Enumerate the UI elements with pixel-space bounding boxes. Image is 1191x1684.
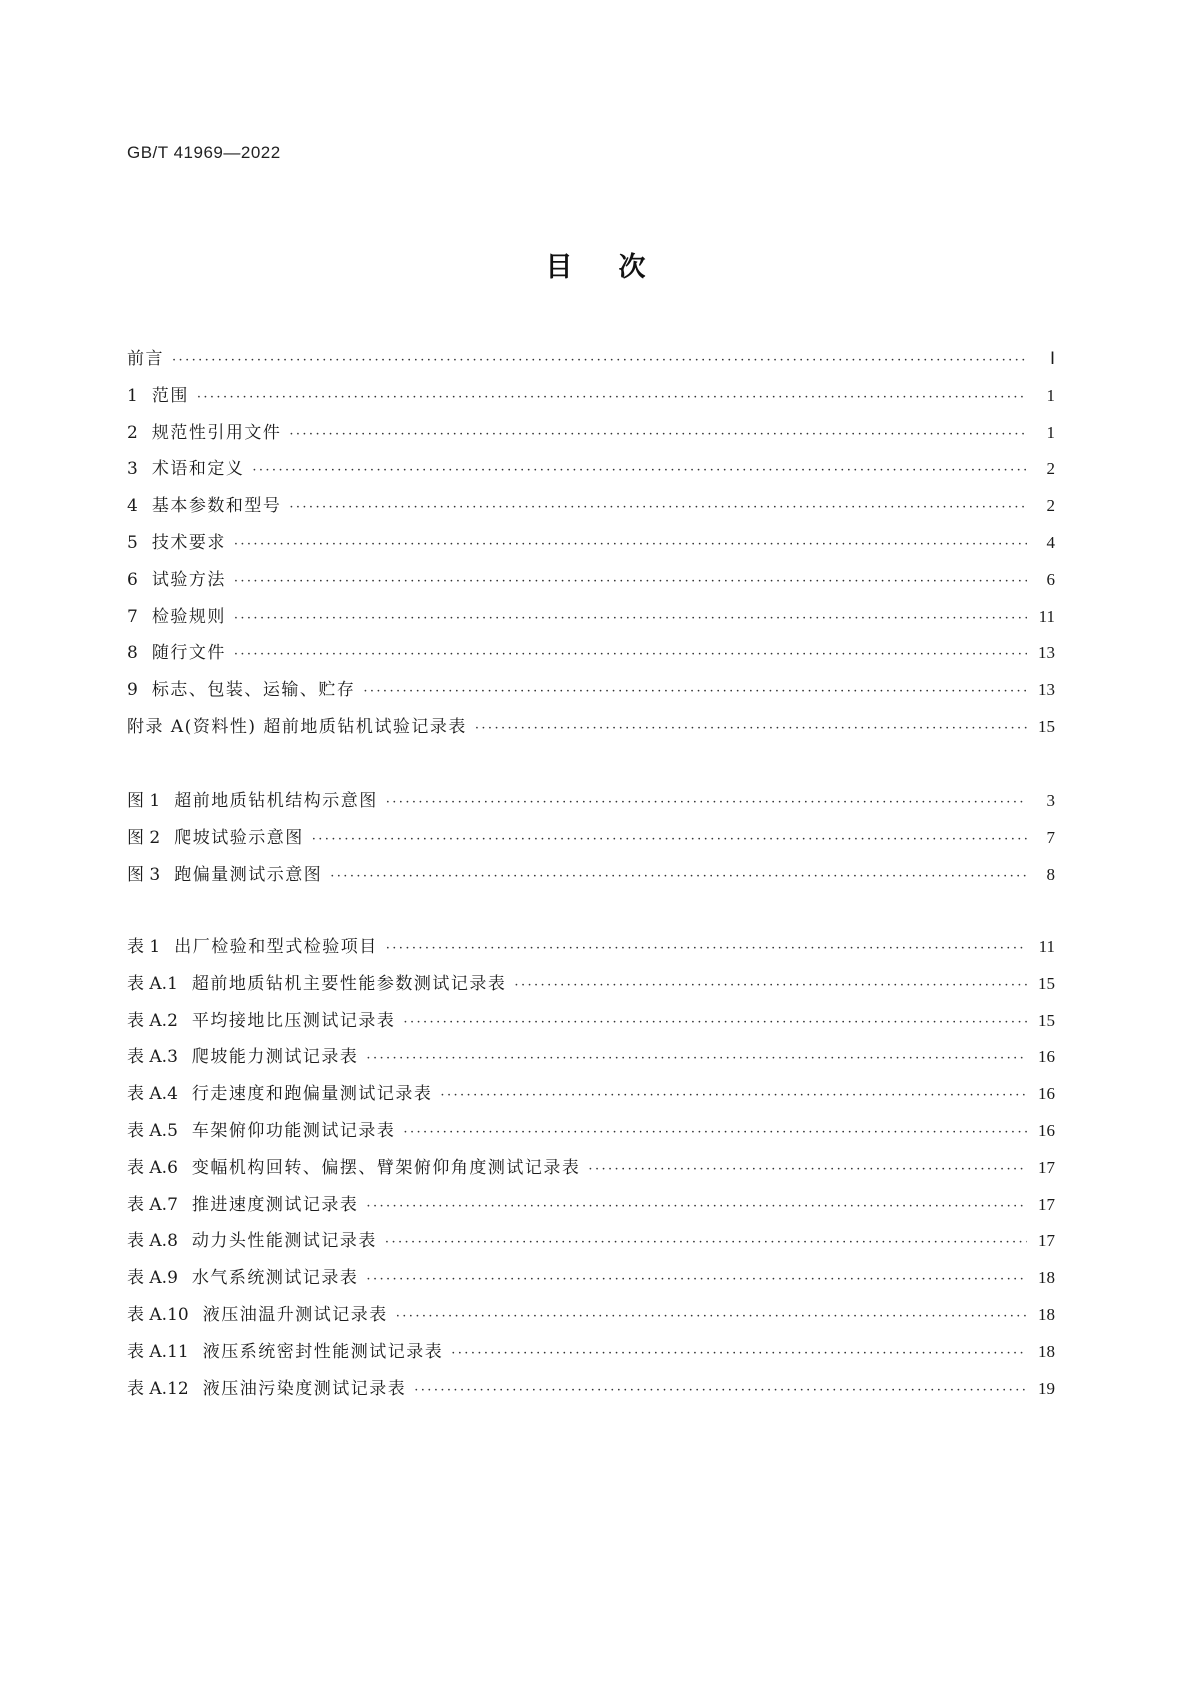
toc-entry-label: 出厂检验和型式检验项目 (174, 937, 378, 957)
toc-entry-page: 11 (1038, 937, 1055, 956)
toc-entry-page: Ⅰ (1049, 349, 1055, 368)
toc-entry-title (127, 635, 226, 672)
toc-leader-dots (403, 1005, 1027, 1042)
toc-entry-number: 表 A.6 (127, 1157, 178, 1178)
toc-entry-label: 液压系统密封性能测试记录表 (202, 1341, 444, 1362)
toc-entry-number: 8 (127, 643, 138, 664)
document-code: GB/T 41969—2022 (127, 143, 281, 162)
toc-entry-number: 7 (127, 606, 138, 627)
toc-leader-dots (451, 1336, 1027, 1373)
toc-leader-dots (234, 637, 1027, 674)
toc-entry-label: 液压油污染度测试记录表 (202, 1378, 407, 1399)
toc-leader-dots (172, 343, 1027, 380)
toc-entry[interactable] (127, 857, 1055, 894)
toc-entry-number: 表 A.1 (127, 973, 178, 994)
toc-entry-number: 1 (127, 385, 138, 406)
toc-entry[interactable] (127, 783, 1055, 820)
toc-entry-label: 标志、包装、运输、贮存 (151, 680, 356, 701)
toc-entry-title (127, 1371, 406, 1408)
toc-entry-title (127, 341, 164, 378)
page-title: 目次 (545, 252, 692, 283)
toc-entry[interactable] (127, 1223, 1055, 1260)
toc-entry-title (127, 857, 322, 894)
toc-leader-dots (289, 490, 1027, 527)
toc-entry-number: 表 A.3 (127, 1047, 178, 1068)
toc-entry-title (127, 966, 506, 1003)
toc-entry[interactable] (127, 562, 1055, 599)
toc-entry-page: 13 (1038, 643, 1055, 663)
toc-entry-page: 6 (1046, 569, 1055, 589)
toc-entry-number: 表 A.8 (127, 1231, 178, 1252)
toc-leader-dots (366, 1262, 1027, 1299)
toc-entry-number: 4 (127, 496, 138, 517)
toc-entry-page: 16 (1038, 1084, 1055, 1104)
toc-entry[interactable] (127, 451, 1055, 488)
toc-leader-dots (385, 1225, 1027, 1262)
toc-entry-page: 18 (1038, 1304, 1055, 1324)
toc-entry-page: 13 (1038, 680, 1055, 700)
toc-entry-page: 11 (1038, 606, 1055, 626)
toc-entry-number: 3 (127, 459, 138, 480)
toc-entry-title (127, 378, 189, 415)
toc-entry-label: 术语和定义 (151, 459, 245, 480)
toc-entry[interactable] (127, 1039, 1055, 1076)
toc-entry-page: 8 (1046, 864, 1055, 884)
toc-entry-number: 2 (127, 422, 138, 443)
toc-entry[interactable] (127, 966, 1055, 1003)
toc-entry-title (127, 415, 281, 452)
toc-leader-dots (252, 453, 1027, 490)
toc-entry-title (127, 599, 226, 636)
toc-entry-label: 跑偏量测试示意图 (174, 864, 323, 885)
toc-entry-label: 爬坡试验示意图 (174, 827, 304, 848)
toc-entry-label: 附录 A(资料性) 超前地质钻机试验记录表 (127, 716, 467, 737)
toc-leader-dots (234, 564, 1027, 601)
toc-entry[interactable] (127, 820, 1055, 857)
toc-entry-title (127, 562, 226, 599)
toc-entry-label: 技术要求 (151, 532, 226, 553)
toc-entry-title (127, 1003, 395, 1040)
toc-entry-number: 图 3 (127, 864, 161, 885)
toc-entry-number: 表 A.7 (127, 1194, 178, 1215)
toc-leader-dots (312, 822, 1027, 859)
toc-entry-title (127, 1150, 580, 1187)
toc-entry[interactable] (127, 1076, 1055, 1113)
toc-entry-title (127, 1113, 395, 1150)
toc-entry-title (127, 525, 226, 562)
toc-entry[interactable] (127, 672, 1055, 709)
toc-leader-dots (514, 968, 1027, 1005)
toc-leader-dots (403, 1115, 1027, 1152)
toc-entry-page: 4 (1046, 532, 1055, 552)
toc-entry-page: 18 (1038, 1268, 1055, 1288)
toc-entry-label: 超前地质钻机主要性能参数测试记录表 (191, 973, 507, 994)
toc-leader-dots (588, 1152, 1027, 1189)
toc-entry-number: 表 A.9 (127, 1268, 178, 1289)
toc-entry-title (127, 1223, 377, 1260)
toc-entry-label: 动力头性能测试记录表 (191, 1231, 377, 1252)
toc-main-section (127, 341, 1055, 746)
toc-entry[interactable] (127, 1371, 1055, 1408)
toc-leader-dots (330, 859, 1027, 896)
toc-entry-title (127, 1076, 432, 1113)
toc-entry-page: 17 (1038, 1157, 1055, 1177)
toc-leader-dots (366, 1189, 1027, 1226)
toc-entry[interactable] (127, 1187, 1055, 1224)
toc-leader-dots (386, 785, 1027, 822)
toc-entry[interactable] (127, 341, 1055, 378)
toc-entry-label: 范围 (151, 385, 189, 406)
toc-figures-section (127, 783, 1055, 893)
toc-entry-number: 表 A.4 (127, 1084, 178, 1105)
toc-entry-number: 图 2 (127, 827, 161, 848)
toc-entry-page: 15 (1038, 716, 1055, 736)
toc-entry-page: 16 (1038, 1120, 1055, 1140)
toc-entry-page: 15 (1038, 973, 1055, 993)
toc-entry-title (127, 1039, 358, 1076)
toc-entry[interactable] (127, 929, 1055, 966)
toc-entry[interactable] (127, 709, 1055, 746)
toc-entry-title (127, 1334, 443, 1371)
toc-entry[interactable] (127, 488, 1055, 525)
toc-entry-label: 前言 (127, 349, 164, 369)
toc-tables-section (127, 929, 1055, 1407)
toc-entry[interactable] (127, 599, 1055, 636)
toc-entry-title (127, 488, 281, 525)
toc-entry-title (127, 820, 304, 857)
toc-entry-number: 表 A.5 (127, 1120, 178, 1141)
toc-entry-page: 7 (1046, 827, 1055, 847)
toc-entry-label: 爬坡能力测试记录表 (191, 1047, 359, 1068)
toc-leader-dots (396, 1299, 1027, 1336)
toc-entry-page: 15 (1038, 1010, 1055, 1030)
toc-entry-label: 水气系统测试记录表 (191, 1268, 359, 1289)
toc-entry-label: 液压油温升测试记录表 (202, 1304, 388, 1325)
toc-leader-dots (414, 1373, 1027, 1410)
toc-entry[interactable] (127, 635, 1055, 672)
toc-entry[interactable] (127, 525, 1055, 562)
toc-entry-title (127, 783, 378, 820)
toc-entry-number: 表 A.12 (127, 1378, 189, 1399)
toc-entry-title (127, 709, 467, 746)
toc-entry-page: 18 (1038, 1341, 1055, 1361)
toc-leader-dots (234, 601, 1027, 638)
toc-entry[interactable] (127, 1297, 1055, 1334)
toc-entry-label: 规范性引用文件 (151, 422, 282, 443)
toc-entry-label: 检验规则 (151, 606, 226, 627)
toc-entry-number: 图 1 (127, 791, 161, 811)
toc-entry-number: 表 A.11 (127, 1341, 189, 1362)
toc-entry-number: 5 (127, 532, 138, 553)
toc-entry-page: 17 (1038, 1231, 1055, 1251)
toc-entry-page: 2 (1046, 459, 1055, 479)
toc-leader-dots (386, 931, 1027, 968)
toc-entry[interactable] (127, 1260, 1055, 1297)
toc-entry-title (127, 1297, 388, 1334)
toc-leader-dots (234, 527, 1027, 564)
toc-entry-number: 表 1 (127, 937, 161, 957)
toc-entry-number: 表 A.2 (127, 1010, 178, 1031)
toc-entry-label: 行走速度和跑偏量测试记录表 (191, 1084, 433, 1105)
toc-entry-number: 9 (127, 680, 138, 701)
toc-entry-number: 6 (127, 569, 138, 590)
toc-entry-number: 表 A.10 (127, 1304, 189, 1325)
toc-leader-dots (475, 711, 1027, 748)
toc-entry[interactable] (127, 415, 1055, 452)
toc-entry-title (127, 1187, 358, 1224)
toc-entry-page: 3 (1046, 791, 1055, 810)
toc-entry-title (127, 451, 244, 488)
toc-entry-label: 车架俯仰功能测试记录表 (191, 1120, 396, 1141)
toc-entry-label: 试验方法 (151, 569, 226, 590)
toc-leader-dots (366, 1041, 1027, 1078)
toc-entry-label: 变幅机构回转、偏摆、臂架俯仰角度测试记录表 (191, 1157, 581, 1178)
toc-entry-label: 平均接地比压测试记录表 (191, 1010, 396, 1031)
toc-entry-label: 随行文件 (151, 643, 226, 664)
toc-entry-title (127, 929, 378, 966)
toc-entry[interactable] (127, 1113, 1055, 1150)
toc-leader-dots (363, 674, 1027, 711)
toc-entry-label: 推进速度测试记录表 (191, 1194, 359, 1215)
toc-entry-page: 1 (1046, 385, 1055, 405)
toc-entry-label: 基本参数和型号 (151, 496, 282, 517)
toc-entry[interactable] (127, 1003, 1055, 1040)
toc-entry-title (127, 672, 355, 709)
toc-entry[interactable] (127, 1334, 1055, 1371)
toc-entry-title (127, 1260, 358, 1297)
toc-entry[interactable] (127, 378, 1055, 415)
toc-entry-page: 1 (1046, 422, 1055, 442)
toc-entry-page: 19 (1038, 1378, 1055, 1398)
toc-entry-page: 2 (1046, 496, 1055, 516)
toc-leader-dots (197, 380, 1027, 417)
toc-entry[interactable] (127, 1150, 1055, 1187)
toc-leader-dots (440, 1078, 1027, 1115)
toc-entry-label: 超前地质钻机结构示意图 (174, 791, 378, 811)
toc-entry-page: 16 (1038, 1047, 1055, 1067)
toc-leader-dots (289, 417, 1027, 454)
toc-entry-page: 17 (1038, 1194, 1055, 1214)
